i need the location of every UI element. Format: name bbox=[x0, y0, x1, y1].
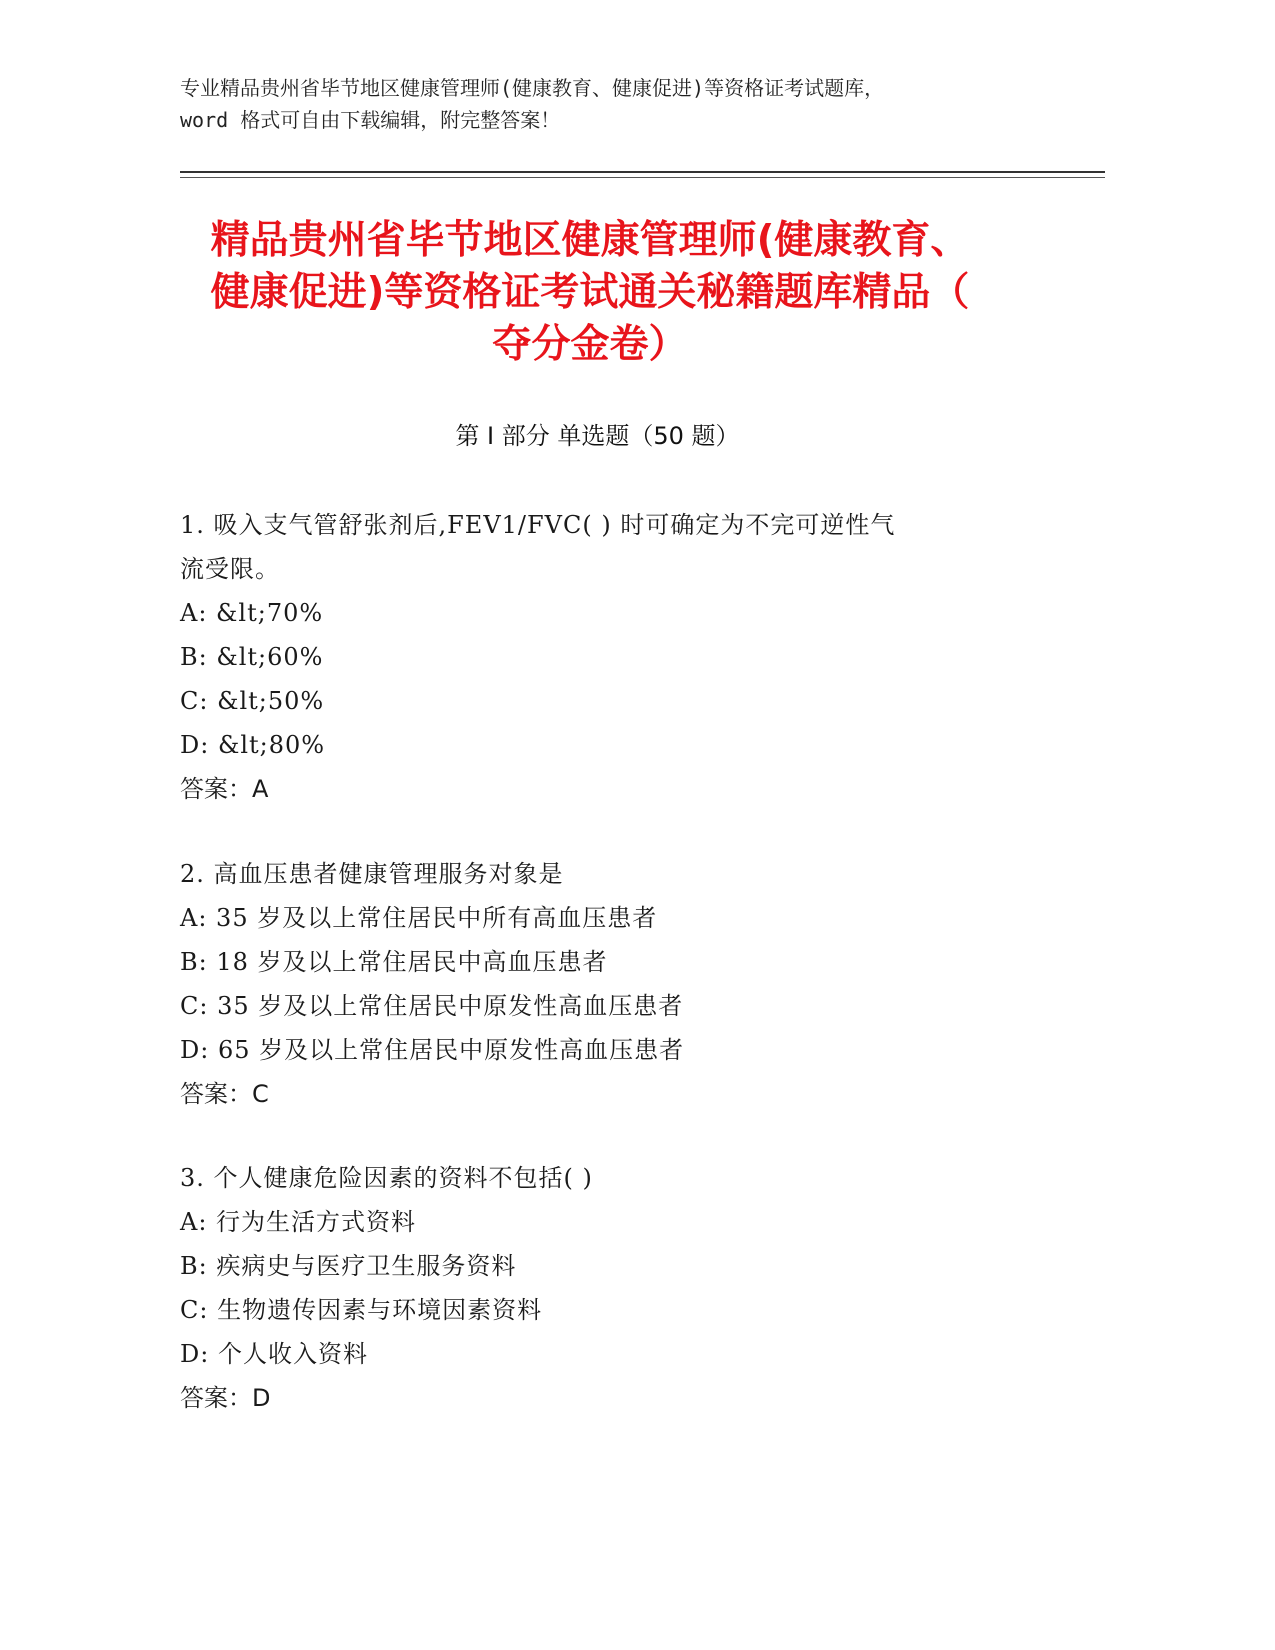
question-3 bbox=[180, 1156, 1060, 1420]
question-2 bbox=[180, 852, 1060, 1116]
title-line-1: 精品贵州省毕节地区健康管理师(健康教育、 bbox=[210, 218, 970, 263]
option-b: B: &lt;60% bbox=[180, 643, 324, 671]
option-c: C: &lt;50% bbox=[180, 687, 325, 715]
question-stem: 1. 吸入支气管舒张剂后,FEV1/FVC( ) 时可确定为不完可逆性气 bbox=[180, 511, 896, 539]
option-d: D: 个人收入资料 bbox=[180, 1340, 368, 1368]
answer: 答案：A bbox=[180, 775, 269, 803]
question-stem: 3. 个人健康危险因素的资料不包括( ) bbox=[180, 1164, 593, 1192]
question-stem-continued: 流受限。 bbox=[180, 555, 280, 583]
header-note-line-2: word 格式可自由下载编辑，附完整答案！ bbox=[180, 108, 561, 132]
title-line-2: 健康促进)等资格证考试通关秘籍题库精品（ bbox=[210, 270, 970, 315]
option-a: A: 35 岁及以上常住居民中所有高血压患者 bbox=[180, 904, 658, 932]
header-note-line-1: 专业精品贵州省毕节地区健康管理师(健康教育、健康促进)等资格证考试题库， bbox=[180, 76, 885, 100]
option-a: A: 行为生活方式资料 bbox=[180, 1208, 417, 1236]
title-line-3: 夺分金卷） bbox=[492, 322, 688, 367]
question-stem: 2. 高血压患者健康管理服务对象是 bbox=[180, 860, 564, 888]
option-d: D: &lt;80% bbox=[180, 731, 326, 759]
option-b: B: 18 岁及以上常住居民中高血压患者 bbox=[180, 948, 608, 976]
header-divider-thick bbox=[180, 171, 1105, 173]
option-a: A: &lt;70% bbox=[180, 599, 324, 627]
header-divider-thin bbox=[180, 177, 1105, 178]
option-c: C: 35 岁及以上常住居民中原发性高血压患者 bbox=[180, 992, 684, 1020]
answer: 答案：D bbox=[180, 1384, 271, 1412]
header-note bbox=[180, 72, 1100, 136]
option-b: B: 疾病史与医疗卫生服务资料 bbox=[180, 1252, 517, 1280]
question-1 bbox=[180, 503, 1060, 811]
section-title: 第 I 部分 单选题（50 题） bbox=[455, 422, 740, 450]
document-title bbox=[150, 215, 1030, 371]
answer: 答案：C bbox=[180, 1080, 269, 1108]
option-c: C: 生物遗传因素与环境因素资料 bbox=[180, 1296, 543, 1324]
option-d: D: 65 岁及以上常住居民中原发性高血压患者 bbox=[180, 1036, 685, 1064]
